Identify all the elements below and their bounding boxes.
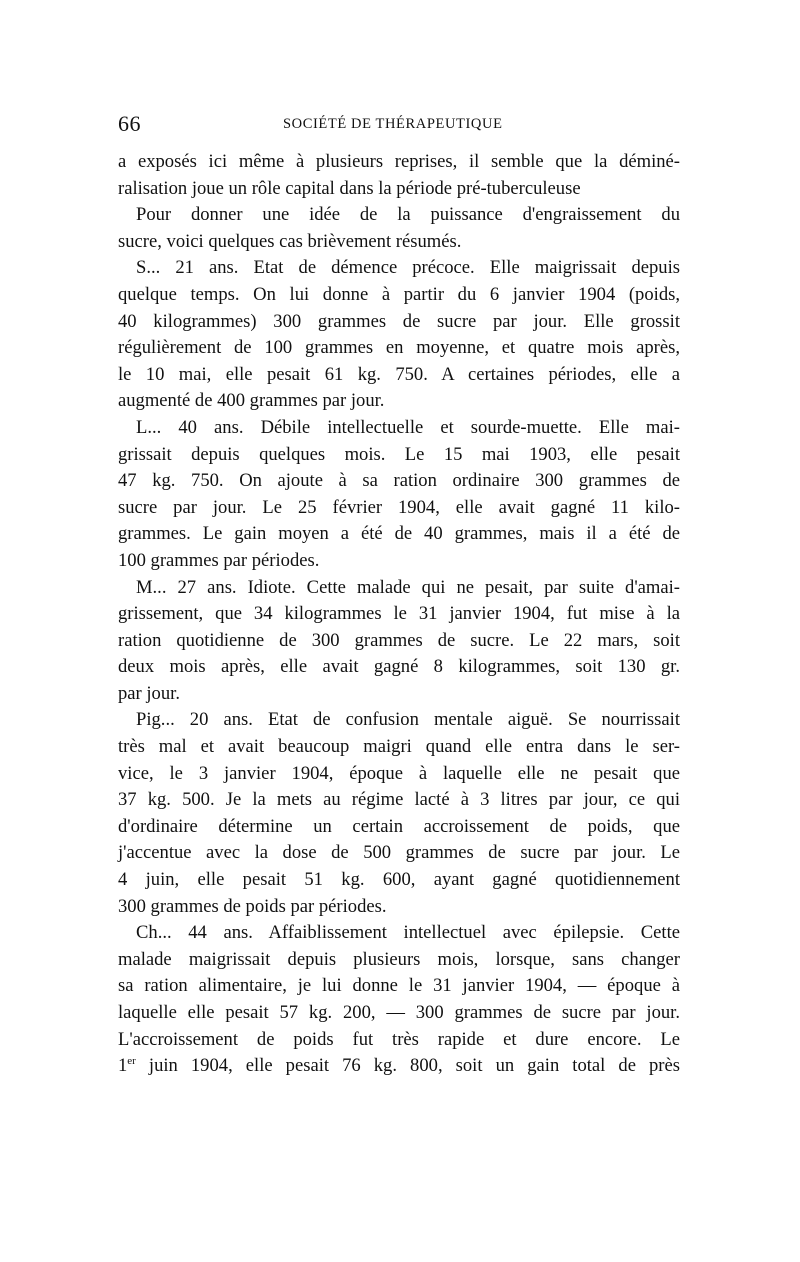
text-line: deux mois après, elle avait gagné 8 kilogrammes, soit 130 gr. [118,656,680,678]
text-line: 40 kilogrammes) 300 grammes de sucre par jour. Elle grossit [118,310,680,332]
text-line: augmenté de 400 grammes par jour. [118,390,385,412]
text-line: sa ration alimentaire, je lui donne le 31 janvier 1904, — époque à [118,975,680,997]
ordinal-suffix: er [127,1055,136,1067]
page-number: 66 [118,111,141,136]
text-line: très mal et avait beaucoup maigri quand elle entra dans le ser- [118,736,680,758]
text-line: quelque temps. On lui donne à partir du 6 janvier 1904 (poids, [118,283,680,305]
text-line: Pour donner une idée de la puissance d'engraissement du [136,204,680,226]
text-line: grissait depuis quelques mois. Le 15 mai 1903, elle pesait [118,443,680,465]
text-line: laquelle elle pesait 57 kg. 200, — 300 grammes de sucre par jour. [118,1002,680,1023]
text-line: Ch... 44 ans. Affaiblissement intellectuel avec épilepsie. Cette [136,922,680,944]
final-line-ordinal: 1 [118,1055,128,1077]
text-line: d'ordinaire détermine un certain accroissement de poids, que [118,815,680,837]
text-line: 47 kg. 750. On ajoute à sa ration ordinaire 300 grammes de [118,470,680,492]
text-line: L... 40 ans. Débile intellectuelle et sourde-muette. Elle mai- [136,416,680,438]
text-line: Pig... 20 ans. Etat de confusion mentale aiguë. Se nourrissait [136,709,680,731]
running-head [118,111,680,135]
final-line-rest: juin 1904, elle pesait 76 kg. 800, soit un gain total de près [135,1055,680,1077]
running-title: SOCIÉTÉ DE THÉRAPEUTIQUE [283,116,503,132]
text-line: a exposés ici même à plusieurs reprises, il semble que la déminé- [118,151,680,172]
text-line: j'accentue avec la dose de 500 grammes de sucre par jour. Le [118,842,680,864]
text-line: L'accroissement de poids fut très rapide et dure encore. Le [118,1028,680,1050]
text-line: par jour. [118,682,180,704]
text-line: 300 grammes de poids par périodes. [118,895,387,917]
text-line: 4 juin, elle pesait 51 kg. 600, ayant gagné quotidiennement [118,869,680,891]
text-line: M... 27 ans. Idiote. Cette malade qui ne pesait, par suite d'amai- [136,576,680,598]
text-line: grissement, que 34 kilogrammes le 31 janvier 1904, fut mise à la [118,603,680,625]
text-line: sucre, voici quelques cas brièvement résumés. [118,230,462,252]
text-line: le 10 mai, elle pesait 61 kg. 750. A certaines périodes, elle a [118,363,680,385]
text-line: grammes. Le gain moyen a été de 40 grammes, mais il a été de [118,523,680,545]
text-line: S... 21 ans. Etat de démence précoce. Elle maigrissait depuis [136,257,680,279]
text-line: 37 kg. 500. Je la mets au régime lacté à 3 litres par jour, ce qui [118,789,680,811]
text-line: sucre par jour. Le 25 février 1904, elle avait gagné 11 kilo- [118,496,680,518]
text-line: régulièrement de 100 grammes en moyenne, et quatre mois après, [118,337,680,359]
text-line: ralisation joue un rôle capital dans la période pré-tuberculeuse [118,177,581,199]
text-line: vice, le 3 janvier 1904, époque à laquelle elle ne pesait que [118,762,680,784]
body-text [118,149,680,1080]
text-line: malade maigrissait depuis plusieurs mois, lorsque, sans changer [118,948,680,970]
text-line: ration quotidienne de 300 grammes de sucre. Le 22 mars, soit [118,629,680,651]
text-line-final [118,1053,680,1080]
text-line: 100 grammes par périodes. [118,549,320,571]
